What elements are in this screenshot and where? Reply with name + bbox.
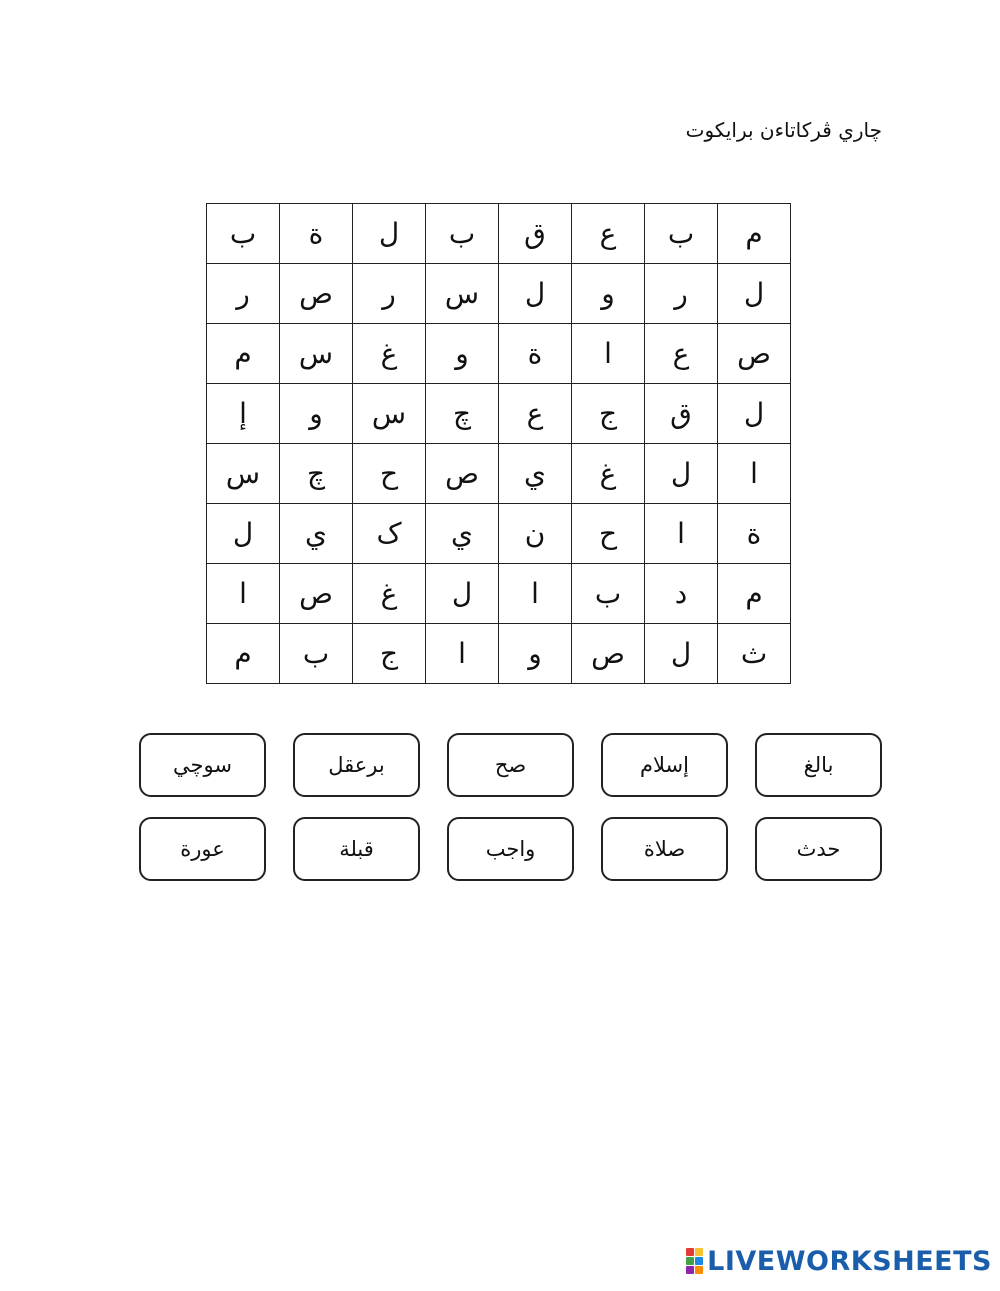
grid-cell[interactable]: م xyxy=(207,624,280,684)
grid-cell[interactable]: ر xyxy=(207,264,280,324)
grid-cell[interactable]: س xyxy=(353,384,426,444)
grid-cell[interactable]: ص xyxy=(280,564,353,624)
grid-cell[interactable]: ر xyxy=(645,264,718,324)
word-box[interactable]: برعقل xyxy=(293,733,420,797)
grid-cell[interactable]: ب xyxy=(572,564,645,624)
grid-cell[interactable]: ا xyxy=(645,504,718,564)
grid-row xyxy=(207,384,791,444)
grid-cell[interactable]: ل xyxy=(499,264,572,324)
word-bank xyxy=(138,733,882,881)
grid-cell[interactable]: ب xyxy=(426,204,499,264)
grid-cell[interactable]: و xyxy=(426,324,499,384)
grid-cell[interactable]: غ xyxy=(353,564,426,624)
word-box[interactable]: عورة xyxy=(139,817,266,881)
grid-cell[interactable]: ث xyxy=(718,624,791,684)
grid-row xyxy=(207,264,791,324)
logo-square xyxy=(686,1266,694,1274)
word-box[interactable]: حدث xyxy=(755,817,882,881)
grid-cell[interactable]: ق xyxy=(645,384,718,444)
grid-cell[interactable]: و xyxy=(499,624,572,684)
logo-square xyxy=(695,1266,703,1274)
grid-cell[interactable]: غ xyxy=(353,324,426,384)
grid-cell[interactable]: ل xyxy=(718,384,791,444)
grid-cell[interactable]: ق xyxy=(499,204,572,264)
grid-cell[interactable]: چ xyxy=(280,444,353,504)
grid-cell[interactable]: ة xyxy=(280,204,353,264)
grid-cell[interactable]: غ xyxy=(572,444,645,504)
grid-cell[interactable]: ا xyxy=(499,564,572,624)
grid-cell[interactable]: و xyxy=(572,264,645,324)
grid-cell[interactable]: ع xyxy=(499,384,572,444)
word-search-grid xyxy=(206,203,791,684)
grid-cell[interactable]: ن xyxy=(499,504,572,564)
grid-row xyxy=(207,624,791,684)
grid-cell[interactable]: ص xyxy=(426,444,499,504)
grid-cell[interactable]: س xyxy=(207,444,280,504)
grid-cell[interactable]: ح xyxy=(353,444,426,504)
grid-cell[interactable]: ا xyxy=(426,624,499,684)
grid-cell[interactable]: إ xyxy=(207,384,280,444)
grid-cell[interactable]: م xyxy=(718,204,791,264)
logo-square xyxy=(686,1257,694,1265)
grid-cell[interactable]: ة xyxy=(499,324,572,384)
grid-row xyxy=(207,444,791,504)
grid-cell[interactable]: ة xyxy=(718,504,791,564)
grid-cell[interactable]: ب xyxy=(280,624,353,684)
grid-row xyxy=(207,204,791,264)
grid-cell[interactable]: م xyxy=(718,564,791,624)
grid-cell[interactable]: ع xyxy=(572,204,645,264)
word-box[interactable]: قبلة xyxy=(293,817,420,881)
grid-cell[interactable]: ي xyxy=(499,444,572,504)
word-box[interactable]: سوچي xyxy=(139,733,266,797)
word-box[interactable]: بالغ xyxy=(755,733,882,797)
grid-cell[interactable]: ي xyxy=(280,504,353,564)
grid-cell[interactable]: و xyxy=(280,384,353,444)
grid-cell[interactable]: س xyxy=(280,324,353,384)
word-box[interactable]: واجب xyxy=(447,817,574,881)
grid-cell[interactable]: ل xyxy=(645,624,718,684)
grid-cell[interactable]: ا xyxy=(207,564,280,624)
word-box[interactable]: صلاة xyxy=(601,817,728,881)
logo-square xyxy=(686,1248,694,1256)
logo-square xyxy=(695,1257,703,1265)
grid-cell[interactable]: ل xyxy=(645,444,718,504)
grid-cell[interactable]: ا xyxy=(572,324,645,384)
grid-cell[interactable]: ع xyxy=(645,324,718,384)
grid-cell[interactable]: ج xyxy=(353,624,426,684)
grid-cell[interactable]: ل xyxy=(426,564,499,624)
grid-cell[interactable]: ب xyxy=(645,204,718,264)
grid-cell[interactable]: ح xyxy=(572,504,645,564)
instruction-title: چاري ڤرکاتاءن برايکوت xyxy=(685,118,882,142)
grid-cell[interactable]: ا xyxy=(718,444,791,504)
word-box[interactable]: إسلام xyxy=(601,733,728,797)
grid-cell[interactable]: ص xyxy=(718,324,791,384)
grid-cell[interactable]: ل xyxy=(353,204,426,264)
logo-text: LIVEWORKSHEETS xyxy=(707,1245,992,1277)
grid-cell[interactable]: ص xyxy=(572,624,645,684)
grid-row xyxy=(207,504,791,564)
liveworksheets-logo xyxy=(686,1247,992,1275)
grid-cell[interactable]: ل xyxy=(207,504,280,564)
logo-square xyxy=(695,1248,703,1256)
grid-cell[interactable]: د xyxy=(645,564,718,624)
grid-cell[interactable]: س xyxy=(426,264,499,324)
grid-cell[interactable]: ص xyxy=(280,264,353,324)
grid-cell[interactable]: ج xyxy=(572,384,645,444)
grid-row xyxy=(207,564,791,624)
grid-cell[interactable]: ل xyxy=(718,264,791,324)
liveworksheets-logo-icon xyxy=(686,1248,703,1274)
grid-cell[interactable]: ب xyxy=(207,204,280,264)
grid-cell[interactable]: م xyxy=(207,324,280,384)
grid-cell[interactable]: ر xyxy=(353,264,426,324)
grid-cell[interactable]: ک xyxy=(353,504,426,564)
word-box[interactable]: صح xyxy=(447,733,574,797)
grid-cell[interactable]: ي xyxy=(426,504,499,564)
grid-row xyxy=(207,324,791,384)
grid-cell[interactable]: چ xyxy=(426,384,499,444)
